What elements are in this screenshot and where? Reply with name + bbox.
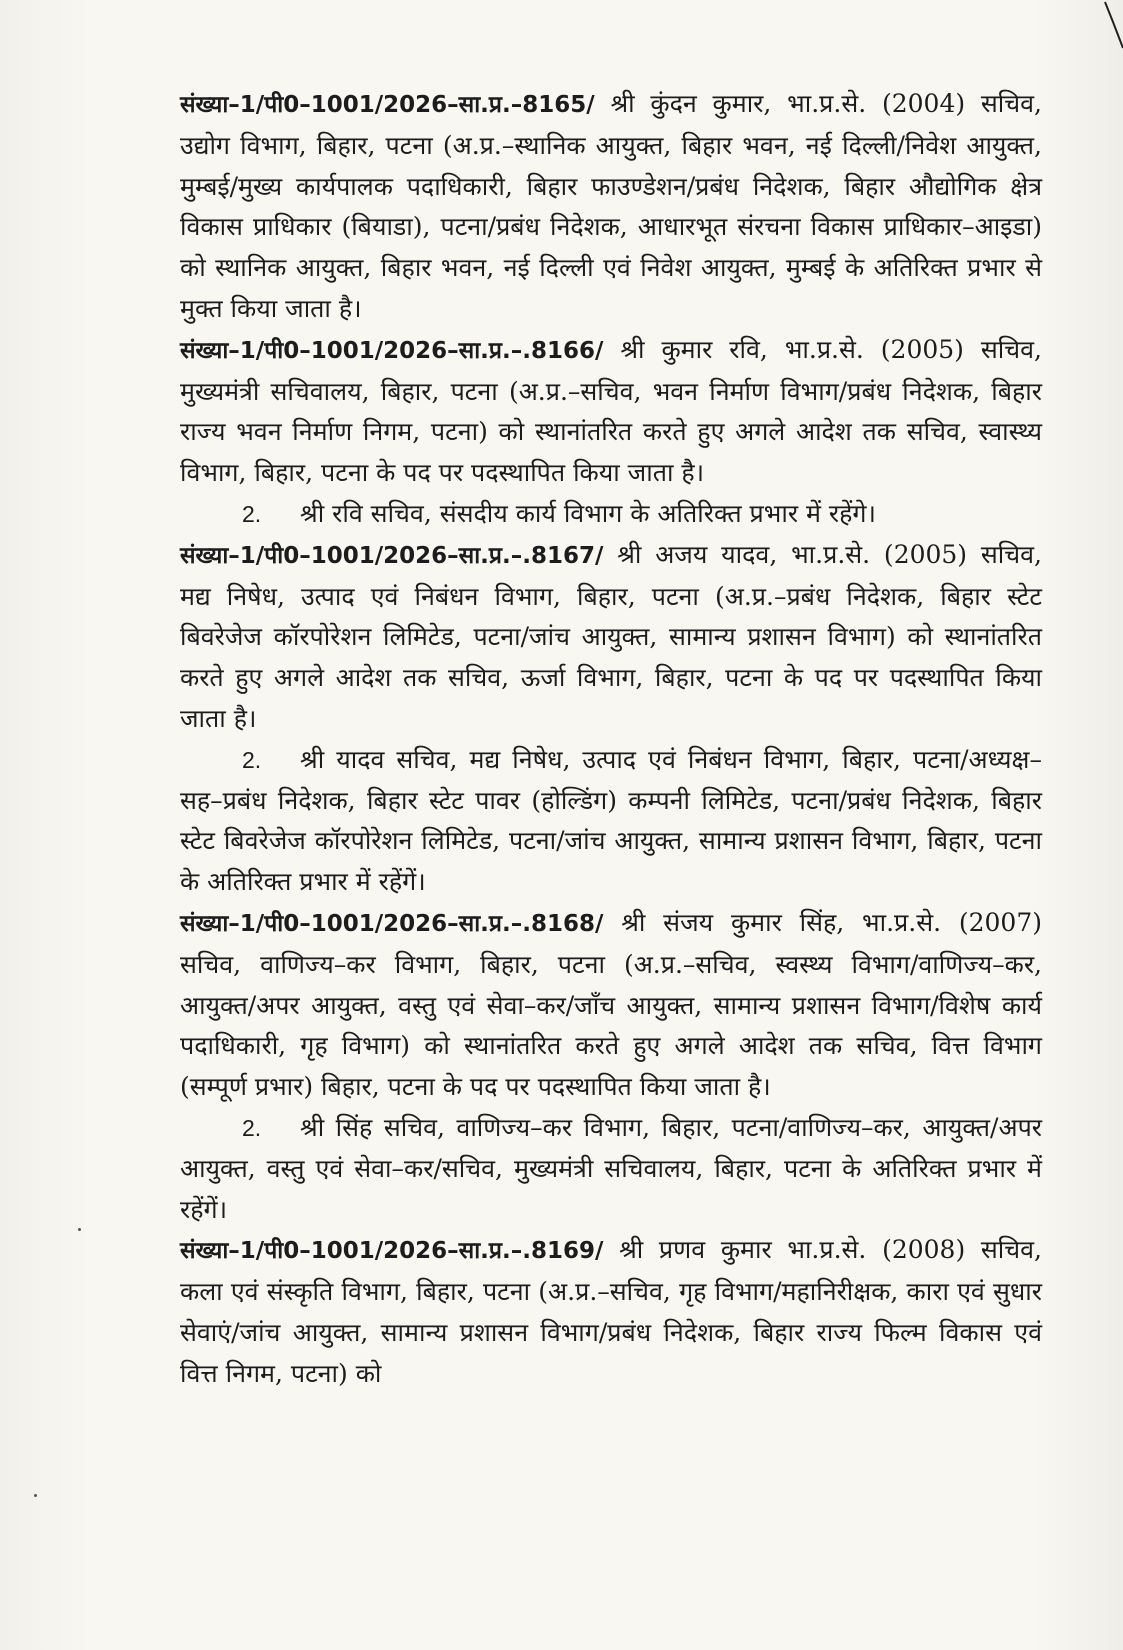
- order-reference-number: संख्या–1/पी0–1001/2026–सा.प्र.–8165/: [180, 92, 595, 118]
- order-paragraph: [180, 903, 1042, 1108]
- scan-speck: [78, 1228, 81, 1231]
- order-reference-number: संख्या–1/पी0–1001/2026–सा.प्र.–.8169/: [180, 1238, 604, 1265]
- clause-number: 2.: [242, 500, 262, 527]
- order-body: [180, 84, 1042, 1395]
- order-text: श्री प्रणव कुमार भा.प्र.से. (2008) सचिव, कला एवं संस्कृति विभाग, बिहार, पटना (अ.प्र.–सचिव, गृह विभाग/महानिरीक्षक, कारा एवं सुधार सेवाएं/जांच आयुक्त, सामान्य प्रशासन विभाग/प्रबंध निदेशक, बिहार राज्य फिल्म विकास एवं वित्त निगम, पटना) को: [180, 1235, 1042, 1388]
- order-sub-clause: [180, 494, 1042, 535]
- order-paragraph: [180, 330, 1042, 494]
- clause-number: 2.: [242, 746, 262, 773]
- order-reference-number: संख्या–1/पी0–1001/2026–सा.प्र.–.8168/: [180, 910, 604, 937]
- clause-text: श्री यादव सचिव, मद्य निषेध, उत्पाद एवं निबंधन विभाग, बिहार, पटना/अध्यक्ष–सह–प्रबंध निदेशक, बिहार स्टेट पावर (होल्डिंग) कम्पनी लिमिटेड, पटना/प्रबंध निदेशक, बिहार स्टेट बिवरेजेज कॉरपोरेशन लिमिटेड, पटना/जांच आयुक्त, सामान्य प्रशासन विभाग, बिहार, पटना के अतिरिक्त प्रभार में रहेंगें।: [180, 744, 1042, 897]
- clause-text: श्री रवि सचिव, संसदीय कार्य विभाग के अतिरिक्त प्रभार में रहेंगे।: [300, 498, 876, 528]
- clause-text: श्री सिंह सचिव, वाणिज्य–कर विभाग, बिहार, पटना/वाणिज्य–कर, आयुक्त/अपर आयुक्त, वस्तु एवं सेवा–कर/सचिव, मुख्यमंत्री सचिवालय, बिहार, पटना के अतिरिक्त प्रभार में रहेंगें।: [180, 1112, 1042, 1224]
- clause-number: 2.: [242, 1114, 262, 1141]
- scan-speck: [34, 1494, 37, 1497]
- order-paragraph: [180, 535, 1042, 740]
- order-text: श्री कुंदन कुमार, भा.प्र.से. (2004) सचिव, उद्योग विभाग, बिहार, पटना (अ.प्र.–स्थानिक आयुक्त, बिहार भवन, नई दिल्ली/निवेश आयुक्त, मुम्बई/मुख्य कार्यपालक पदाधिकारी, बिहार फाउण्डेशन/प्रबंध निदेशक, बिहार औद्योगिक क्षेत्र विकास प्राधिकार (बियाडा), पटना/प्रबंध निदेशक, आधारभूत संरचना विकास प्राधिकार–आइडा) को स्थानिक आयुक्त, बिहार भवन, नई दिल्ली एवं निवेश आयुक्त, मुम्बई के अतिरिक्त प्रभार से मुक्त किया जाता है।: [180, 89, 1042, 323]
- order-text: श्री संजय कुमार सिंह, भा.प्र.से. (2007) सचिव, वाणिज्य–कर विभाग, बिहार, पटना (अ.प्र.–सचिव, स्वस्थ्य विभाग/वाणिज्य–कर, आयुक्त/अपर आयुक्त, वस्तु एवं सेवा–कर/जाँच आयुक्त, सामान्य प्रशासन विभाग/विशेष कार्य पदाधिकारी, गृह विभाग) को स्थानांतरित करते हुए अगले आदेश तक सचिव, वित्त विभाग (सम्पूर्ण प्रभार) बिहार, पटना के पद पर पदस्थापित किया जाता है।: [180, 907, 1042, 1102]
- order-text: श्री अजय यादव, भा.प्र.से. (2005) सचिव, मद्य निषेध, उत्पाद एवं निबंधन विभाग, बिहार, पटना (अ.प्र.–प्रबंध निदेशक, बिहार स्टेट बिवरेजेज कॉरपोरेशन लिमिटेड, पटना/जांच आयुक्त, सामान्य प्रशासन विभाग) को स्थानांतरित करते हुए अगले आदेश तक सचिव, ऊर्जा विभाग, बिहार, पटना के पद पर पदस्थापित किया जाता है।: [180, 539, 1042, 733]
- order-paragraph: [180, 84, 1042, 330]
- order-text: श्री कुमार रवि, भा.प्र.से. (2005) सचिव, मुख्यमंत्री सचिवालय, बिहार, पटना (अ.प्र.–सचिव, भवन निर्माण विभाग/प्रबंध निदेशक, बिहार राज्य भवन निर्माण निगम, पटना) को स्थानांतरित करते हुए अगले आदेश तक सचिव, स्वास्थ्य विभाग, बिहार, पटना के पद पर पदस्थापित किया जाता है।: [180, 334, 1042, 488]
- order-reference-number: संख्या–1/पी0–1001/2026–सा.प्र.–.8167/: [180, 542, 604, 569]
- order-reference-number: संख्या–1/पी0–1001/2026–सा.प्र.–.8166/: [180, 337, 604, 364]
- order-sub-clause: [180, 740, 1042, 903]
- order-sub-clause: [180, 1108, 1042, 1230]
- order-paragraph: [180, 1230, 1042, 1394]
- page-corner-mark: [1083, 0, 1123, 60]
